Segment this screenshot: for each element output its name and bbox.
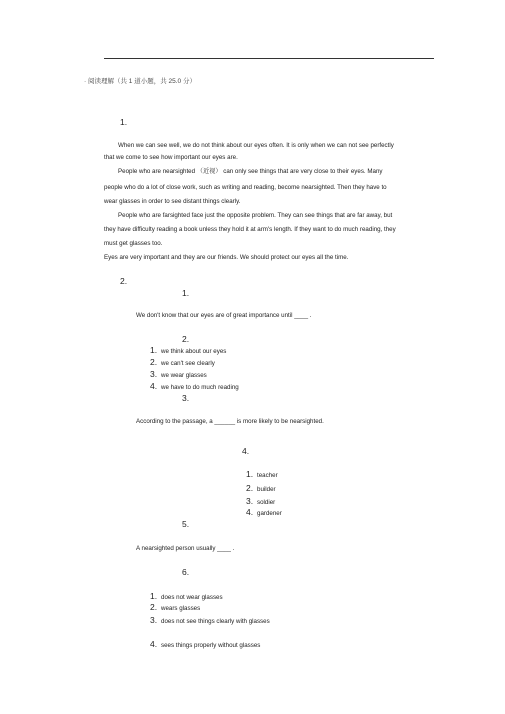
- option-item[interactable]: 4. sees things properly without glasses: [150, 639, 261, 649]
- passage-number: 1.: [120, 117, 128, 127]
- option-item[interactable]: 1. we think about our eyes: [150, 345, 227, 355]
- option-item[interactable]: 3. does not see things clearly with glasses: [150, 615, 270, 625]
- option-item[interactable]: 3. we wear glasses: [150, 369, 207, 379]
- passage-line: that we come to see how important our eyes are.: [104, 154, 238, 161]
- question-text: According to the passage, a ______ is more likely to be nearsighted.: [136, 418, 324, 425]
- questions-number: 2.: [120, 276, 128, 286]
- question-text: A nearsighted person usually ____ .: [136, 545, 235, 552]
- option-item[interactable]: 4. gardener: [246, 507, 282, 517]
- options-number: 2.: [182, 334, 190, 344]
- section-title: · 阅读理解（共 1 道小题，共 25.0 分）: [84, 78, 196, 85]
- passage-line: people who do a lot of close work, such as writing and reading, become nearsighted. Then they have to: [104, 184, 387, 191]
- question-number: 3.: [182, 393, 190, 403]
- option-item[interactable]: 2. builder: [246, 483, 276, 493]
- option-item[interactable]: 2. wears glasses: [150, 602, 201, 612]
- options-number: 4.: [242, 446, 250, 456]
- passage-line: they have difficulty reading a book unless they hold it at arm's length. If they want to do much reading, they: [104, 226, 396, 233]
- passage-line: When we can see well, we do not think about our eyes often. It is only when we can not see perfectly: [118, 142, 394, 149]
- option-item[interactable]: 1. does not wear glasses: [150, 591, 223, 601]
- option-item[interactable]: 3. soldier: [246, 496, 276, 506]
- passage-line: wear glasses in order to see distant things clearly.: [104, 198, 241, 205]
- passage-line: must get glasses too.: [104, 240, 163, 247]
- options-number: 6.: [182, 567, 190, 577]
- question-text: We don't know that our eyes are of great importance until ____ .: [136, 312, 312, 319]
- option-item[interactable]: 4. we have to do much reading: [150, 381, 239, 391]
- top-rule: [104, 58, 434, 59]
- question-number: 1.: [182, 288, 190, 298]
- option-item[interactable]: 2. we can't see clearly: [150, 357, 215, 367]
- passage-line: Eyes are very important and they are our friends. We should protect our eyes all the time.: [104, 254, 349, 261]
- passage-line: People who are nearsighted （近视） can only see things that are very close to their eyes. Many: [118, 168, 383, 175]
- passage-line: People who are farsighted face just the opposite problem. They can see things that are far away, but: [118, 212, 393, 219]
- question-number: 5.: [182, 519, 190, 529]
- option-item[interactable]: 1. teacher: [246, 469, 278, 479]
